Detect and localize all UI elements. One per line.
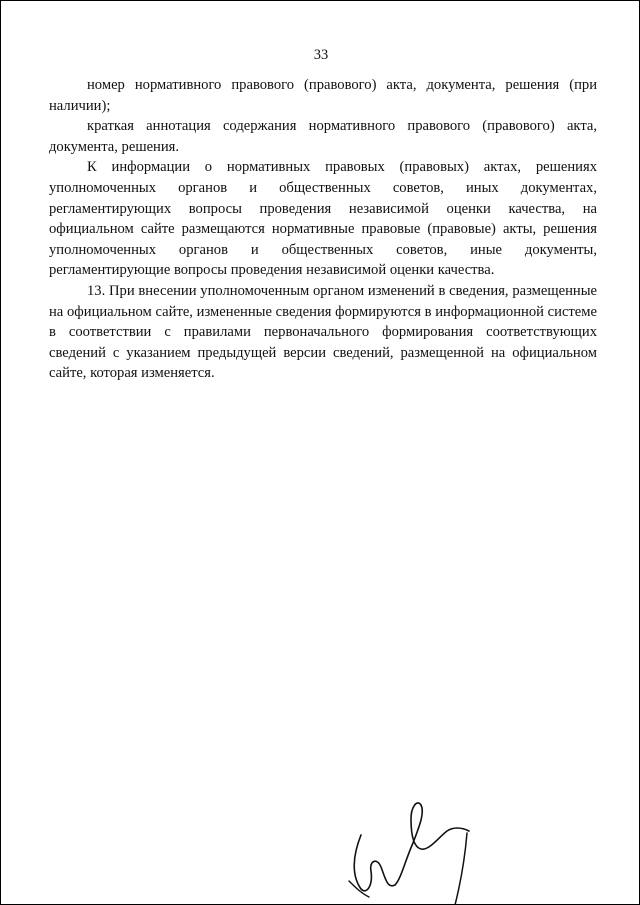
paragraph-annotation: краткая аннотация содержания нормативного правового (правового) акта, документа, решения.: [49, 118, 597, 155]
document-body: [49, 75, 597, 384]
paragraph-item-13: 13. При внесении уполномоченным органом изменений в сведения, размещенные на официальном сайте, измененные сведения формируются в информационной системе в соответствии с правилами первоначального формирования соответствующих сведений с указанием предыдущей версии сведений, размещенной на официальном сайте, которая изменяется.: [49, 282, 597, 382]
page-number: 33: [313, 47, 329, 63]
paragraph-information: К информации о нормативных правовых (правовых) актах, решениях уполномоченных органов и общественных советов, иных документах, регламентирующих вопросы проведения независимой оценки качества, на официальном сайте размещаются нормативные правовые (правовые) акты, решения уполномоченных органов и общественных советов, иные документы, регламентирующие вопросы проведения независимой оценки качества.: [49, 159, 597, 279]
handwritten-signature: [343, 797, 483, 905]
paragraph-document-number: номер нормативного правового (правового) акта, документа, решения (при наличии);: [49, 77, 597, 114]
